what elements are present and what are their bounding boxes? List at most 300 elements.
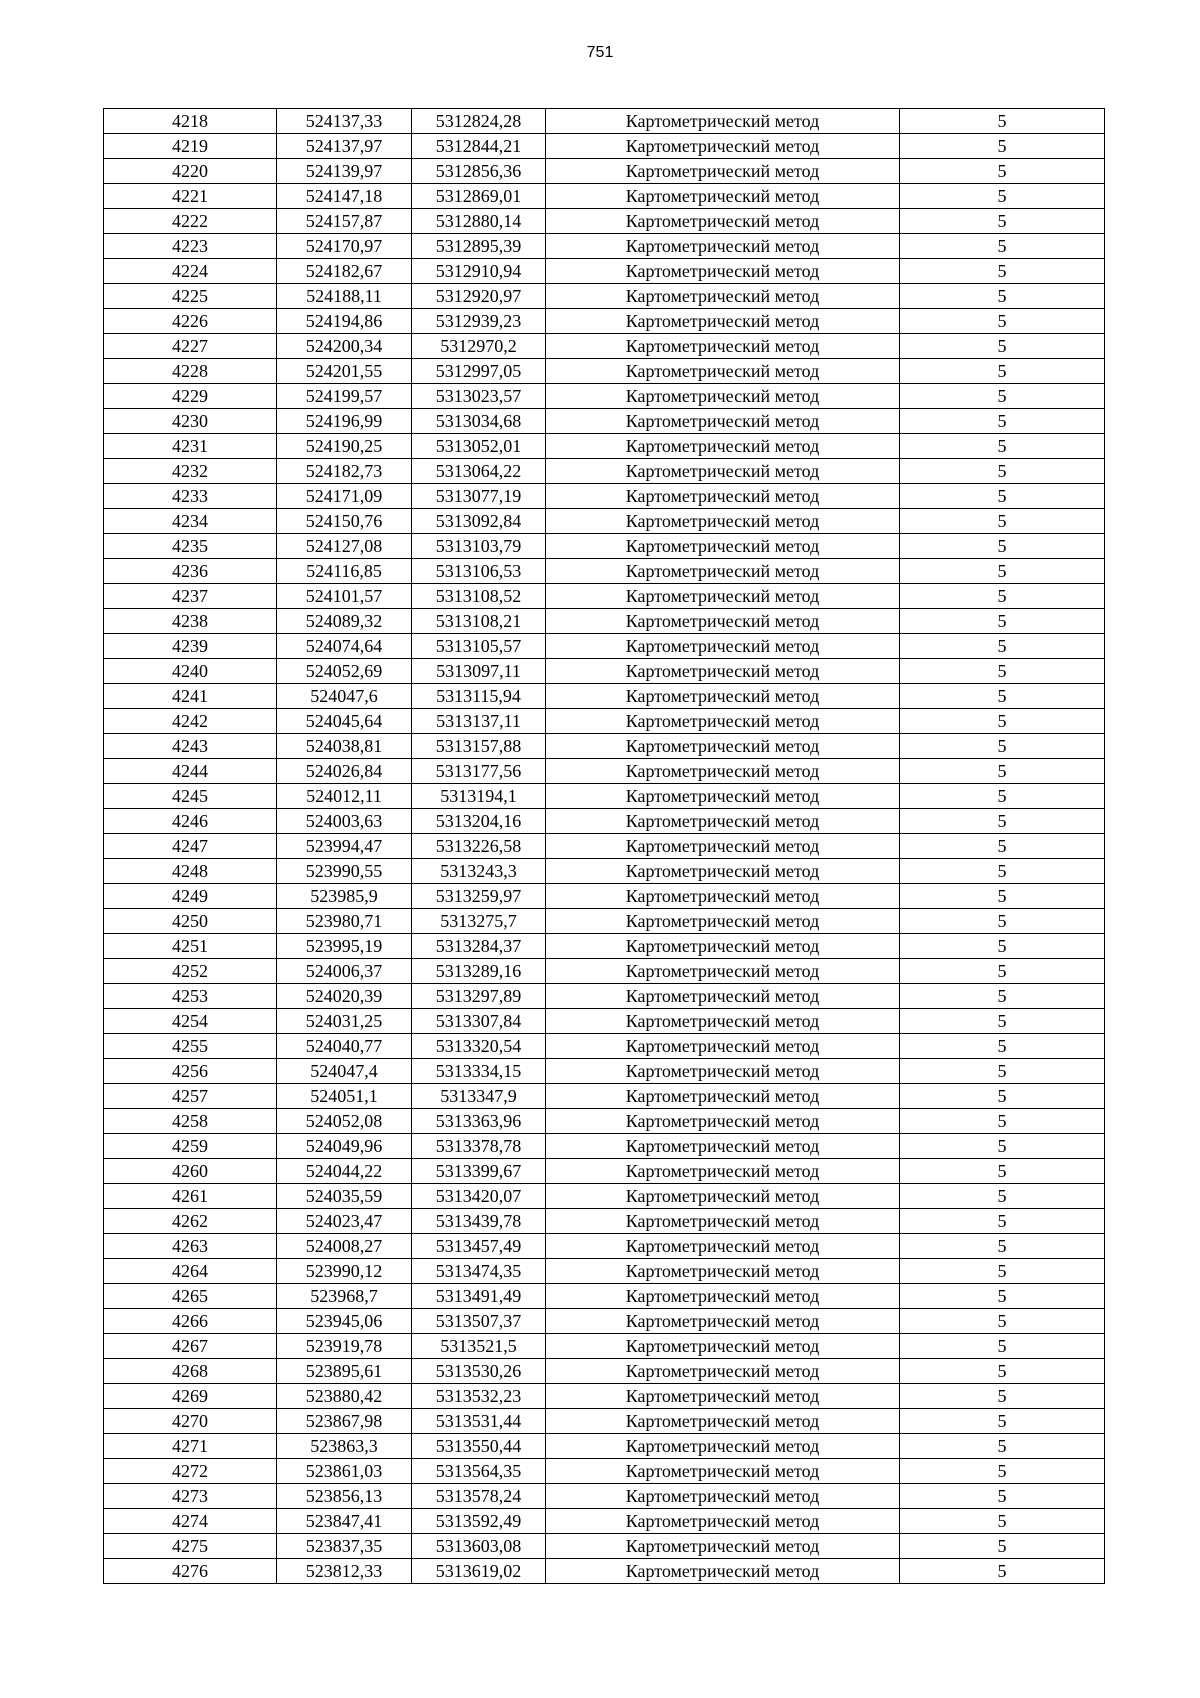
point-number-cell: 4242 [104,709,277,734]
point-number-cell: 4234 [104,509,277,534]
accuracy-cell: 5 [900,1434,1105,1459]
table-row [104,1034,1105,1059]
accuracy-cell: 5 [900,109,1105,134]
point-number-cell: 4255 [104,1034,277,1059]
point-number-cell: 4226 [104,309,277,334]
method-cell: Картометрический метод [546,309,900,334]
accuracy-cell: 5 [900,309,1105,334]
y-coordinate-cell: 5313578,24 [412,1484,546,1509]
y-coordinate-cell: 5313347,9 [412,1084,546,1109]
y-coordinate-cell: 5313297,89 [412,984,546,1009]
x-coordinate-cell: 524194,86 [277,309,412,334]
table-row [104,709,1105,734]
y-coordinate-cell: 5312920,97 [412,284,546,309]
point-number-cell: 4220 [104,159,277,184]
y-coordinate-cell: 5313034,68 [412,409,546,434]
method-cell: Картометрический метод [546,284,900,309]
point-number-cell: 4248 [104,859,277,884]
accuracy-cell: 5 [900,959,1105,984]
method-cell: Картометрический метод [546,884,900,909]
x-coordinate-cell: 524052,69 [277,659,412,684]
x-coordinate-cell: 523856,13 [277,1484,412,1509]
x-coordinate-cell: 524182,73 [277,459,412,484]
table-row [104,809,1105,834]
table-row [104,884,1105,909]
point-number-cell: 4265 [104,1284,277,1309]
table-row [104,1159,1105,1184]
table-row [104,134,1105,159]
method-cell: Картометрический метод [546,409,900,434]
accuracy-cell: 5 [900,509,1105,534]
x-coordinate-cell: 524052,08 [277,1109,412,1134]
table-row [104,1134,1105,1159]
table-row [104,759,1105,784]
table-row [104,1084,1105,1109]
y-coordinate-cell: 5313532,23 [412,1384,546,1409]
x-coordinate-cell: 524116,85 [277,559,412,584]
point-number-cell: 4269 [104,1384,277,1409]
x-coordinate-cell: 523968,7 [277,1284,412,1309]
method-cell: Картометрический метод [546,1009,900,1034]
method-cell: Картометрический метод [546,909,900,934]
y-coordinate-cell: 5313474,35 [412,1259,546,1284]
x-coordinate-cell: 524171,09 [277,484,412,509]
method-cell: Картометрический метод [546,334,900,359]
table-row [104,309,1105,334]
y-coordinate-cell: 5312910,94 [412,259,546,284]
y-coordinate-cell: 5313491,49 [412,1284,546,1309]
x-coordinate-cell: 524044,22 [277,1159,412,1184]
accuracy-cell: 5 [900,359,1105,384]
method-cell: Картометрический метод [546,1509,900,1534]
point-number-cell: 4258 [104,1109,277,1134]
x-coordinate-cell: 524201,55 [277,359,412,384]
x-coordinate-cell: 524137,33 [277,109,412,134]
point-number-cell: 4250 [104,909,277,934]
accuracy-cell: 5 [900,609,1105,634]
point-number-cell: 4221 [104,184,277,209]
y-coordinate-cell: 5313399,67 [412,1159,546,1184]
x-coordinate-cell: 523980,71 [277,909,412,934]
point-number-cell: 4229 [104,384,277,409]
method-cell: Картометрический метод [546,134,900,159]
y-coordinate-cell: 5313457,49 [412,1234,546,1259]
x-coordinate-cell: 523990,55 [277,859,412,884]
point-number-cell: 4257 [104,1084,277,1109]
table-row [104,984,1105,1009]
table-row [104,184,1105,209]
accuracy-cell: 5 [900,909,1105,934]
method-cell: Картометрический метод [546,784,900,809]
point-number-cell: 4274 [104,1509,277,1534]
method-cell: Картометрический метод [546,359,900,384]
x-coordinate-cell: 524147,18 [277,184,412,209]
method-cell: Картометрический метод [546,209,900,234]
y-coordinate-cell: 5313023,57 [412,384,546,409]
x-coordinate-cell: 523867,98 [277,1409,412,1434]
point-number-cell: 4249 [104,884,277,909]
x-coordinate-cell: 523861,03 [277,1459,412,1484]
point-number-cell: 4276 [104,1559,277,1584]
accuracy-cell: 5 [900,434,1105,459]
accuracy-cell: 5 [900,984,1105,1009]
point-number-cell: 4240 [104,659,277,684]
y-coordinate-cell: 5313226,58 [412,834,546,859]
y-coordinate-cell: 5313275,7 [412,909,546,934]
accuracy-cell: 5 [900,1034,1105,1059]
table-row [104,159,1105,184]
method-cell: Картометрический метод [546,684,900,709]
x-coordinate-cell: 524008,27 [277,1234,412,1259]
accuracy-cell: 5 [900,1409,1105,1434]
point-number-cell: 4233 [104,484,277,509]
y-coordinate-cell: 5313092,84 [412,509,546,534]
point-number-cell: 4275 [104,1534,277,1559]
accuracy-cell: 5 [900,284,1105,309]
method-cell: Картометрический метод [546,659,900,684]
x-coordinate-cell: 524089,32 [277,609,412,634]
table-row [104,1309,1105,1334]
accuracy-cell: 5 [900,584,1105,609]
table-row [104,1434,1105,1459]
method-cell: Картометрический метод [546,934,900,959]
x-coordinate-cell: 523847,41 [277,1509,412,1534]
y-coordinate-cell: 5313157,88 [412,734,546,759]
table-row [104,1384,1105,1409]
point-number-cell: 4252 [104,959,277,984]
y-coordinate-cell: 5313106,53 [412,559,546,584]
y-coordinate-cell: 5313363,96 [412,1109,546,1134]
point-number-cell: 4227 [104,334,277,359]
table-row [104,1534,1105,1559]
method-cell: Картометрический метод [546,434,900,459]
y-coordinate-cell: 5313531,44 [412,1409,546,1434]
y-coordinate-cell: 5313259,97 [412,884,546,909]
y-coordinate-cell: 5312856,36 [412,159,546,184]
accuracy-cell: 5 [900,634,1105,659]
x-coordinate-cell: 524006,37 [277,959,412,984]
y-coordinate-cell: 5313420,07 [412,1184,546,1209]
table-row [104,1334,1105,1359]
table-row [104,1559,1105,1584]
y-coordinate-cell: 5313097,11 [412,659,546,684]
point-number-cell: 4256 [104,1059,277,1084]
accuracy-cell: 5 [900,859,1105,884]
x-coordinate-cell: 523945,06 [277,1309,412,1334]
table-row [104,1009,1105,1034]
table-row [104,684,1105,709]
accuracy-cell: 5 [900,134,1105,159]
point-number-cell: 4259 [104,1134,277,1159]
point-number-cell: 4261 [104,1184,277,1209]
accuracy-cell: 5 [900,809,1105,834]
x-coordinate-cell: 524150,76 [277,509,412,534]
x-coordinate-cell: 524026,84 [277,759,412,784]
method-cell: Картометрический метод [546,759,900,784]
method-cell: Картометрический метод [546,109,900,134]
y-coordinate-cell: 5312869,01 [412,184,546,209]
method-cell: Картометрический метод [546,1559,900,1584]
method-cell: Картометрический метод [546,1309,900,1334]
point-number-cell: 4267 [104,1334,277,1359]
accuracy-cell: 5 [900,184,1105,209]
y-coordinate-cell: 5313530,26 [412,1359,546,1384]
y-coordinate-cell: 5313177,56 [412,759,546,784]
x-coordinate-cell: 524190,25 [277,434,412,459]
y-coordinate-cell: 5313378,78 [412,1134,546,1159]
method-cell: Картометрический метод [546,1134,900,1159]
accuracy-cell: 5 [900,559,1105,584]
coordinates-table [103,108,1105,1584]
accuracy-cell: 5 [900,1284,1105,1309]
method-cell: Картометрический метод [546,559,900,584]
x-coordinate-cell: 524020,39 [277,984,412,1009]
method-cell: Картометрический метод [546,459,900,484]
table-row [104,1484,1105,1509]
point-number-cell: 4246 [104,809,277,834]
method-cell: Картометрический метод [546,959,900,984]
point-number-cell: 4247 [104,834,277,859]
accuracy-cell: 5 [900,1134,1105,1159]
table-row [104,1109,1105,1134]
accuracy-cell: 5 [900,259,1105,284]
method-cell: Картометрический метод [546,1359,900,1384]
y-coordinate-cell: 5313077,19 [412,484,546,509]
point-number-cell: 4218 [104,109,277,134]
y-coordinate-cell: 5313194,1 [412,784,546,809]
point-number-cell: 4241 [104,684,277,709]
y-coordinate-cell: 5313507,37 [412,1309,546,1334]
x-coordinate-cell: 523985,9 [277,884,412,909]
x-coordinate-cell: 524074,64 [277,634,412,659]
accuracy-cell: 5 [900,1184,1105,1209]
table-row [104,634,1105,659]
point-number-cell: 4239 [104,634,277,659]
point-number-cell: 4236 [104,559,277,584]
method-cell: Картометрический метод [546,984,900,1009]
method-cell: Картометрический метод [546,634,900,659]
accuracy-cell: 5 [900,1484,1105,1509]
x-coordinate-cell: 524139,97 [277,159,412,184]
x-coordinate-cell: 524127,08 [277,534,412,559]
table-row [104,284,1105,309]
method-cell: Картометрический метод [546,1284,900,1309]
method-cell: Картометрический метод [546,234,900,259]
table-row [104,784,1105,809]
method-cell: Картометрический метод [546,1184,900,1209]
y-coordinate-cell: 5313521,5 [412,1334,546,1359]
point-number-cell: 4225 [104,284,277,309]
table-row [104,734,1105,759]
table-row [104,909,1105,934]
y-coordinate-cell: 5313592,49 [412,1509,546,1534]
y-coordinate-cell: 5313550,44 [412,1434,546,1459]
table-row [104,209,1105,234]
y-coordinate-cell: 5313243,3 [412,859,546,884]
y-coordinate-cell: 5313105,57 [412,634,546,659]
point-number-cell: 4237 [104,584,277,609]
table-row [104,859,1105,884]
point-number-cell: 4271 [104,1434,277,1459]
point-number-cell: 4251 [104,934,277,959]
y-coordinate-cell: 5313284,37 [412,934,546,959]
accuracy-cell: 5 [900,934,1105,959]
x-coordinate-cell: 524188,11 [277,284,412,309]
accuracy-cell: 5 [900,1384,1105,1409]
accuracy-cell: 5 [900,659,1105,684]
table-row [104,459,1105,484]
accuracy-cell: 5 [900,784,1105,809]
y-coordinate-cell: 5313619,02 [412,1559,546,1584]
point-number-cell: 4253 [104,984,277,1009]
method-cell: Картометрический метод [546,1334,900,1359]
table-row [104,959,1105,984]
table-row [104,1234,1105,1259]
y-coordinate-cell: 5312895,39 [412,234,546,259]
accuracy-cell: 5 [900,234,1105,259]
method-cell: Картометрический метод [546,1534,900,1559]
point-number-cell: 4270 [104,1409,277,1434]
method-cell: Картометрический метод [546,1459,900,1484]
table-row [104,659,1105,684]
accuracy-cell: 5 [900,1534,1105,1559]
point-number-cell: 4222 [104,209,277,234]
x-coordinate-cell: 523994,47 [277,834,412,859]
table-row [104,1359,1105,1384]
table-row [104,584,1105,609]
x-coordinate-cell: 524003,63 [277,809,412,834]
method-cell: Картометрический метод [546,1234,900,1259]
table-row [104,359,1105,384]
accuracy-cell: 5 [900,1509,1105,1534]
accuracy-cell: 5 [900,1159,1105,1184]
point-number-cell: 4245 [104,784,277,809]
method-cell: Картометрический метод [546,1084,900,1109]
x-coordinate-cell: 524047,4 [277,1059,412,1084]
method-cell: Картометрический метод [546,159,900,184]
y-coordinate-cell: 5312824,28 [412,109,546,134]
y-coordinate-cell: 5313307,84 [412,1009,546,1034]
accuracy-cell: 5 [900,1059,1105,1084]
method-cell: Картометрический метод [546,184,900,209]
method-cell: Картометрический метод [546,1059,900,1084]
y-coordinate-cell: 5313115,94 [412,684,546,709]
x-coordinate-cell: 524182,67 [277,259,412,284]
accuracy-cell: 5 [900,1334,1105,1359]
x-coordinate-cell: 523895,61 [277,1359,412,1384]
point-number-cell: 4273 [104,1484,277,1509]
table-row [104,434,1105,459]
y-coordinate-cell: 5312997,05 [412,359,546,384]
point-number-cell: 4272 [104,1459,277,1484]
y-coordinate-cell: 5312844,21 [412,134,546,159]
point-number-cell: 4260 [104,1159,277,1184]
y-coordinate-cell: 5313320,54 [412,1034,546,1059]
table-row [104,1059,1105,1084]
method-cell: Картометрический метод [546,1109,900,1134]
y-coordinate-cell: 5313439,78 [412,1209,546,1234]
method-cell: Картометрический метод [546,1434,900,1459]
x-coordinate-cell: 523880,42 [277,1384,412,1409]
accuracy-cell: 5 [900,684,1105,709]
x-coordinate-cell: 523919,78 [277,1334,412,1359]
accuracy-cell: 5 [900,1559,1105,1584]
y-coordinate-cell: 5312939,23 [412,309,546,334]
x-coordinate-cell: 524051,1 [277,1084,412,1109]
accuracy-cell: 5 [900,409,1105,434]
method-cell: Картометрический метод [546,534,900,559]
accuracy-cell: 5 [900,709,1105,734]
table-row [104,1209,1105,1234]
x-coordinate-cell: 524045,64 [277,709,412,734]
accuracy-cell: 5 [900,159,1105,184]
y-coordinate-cell: 5312970,2 [412,334,546,359]
y-coordinate-cell: 5313564,35 [412,1459,546,1484]
point-number-cell: 4231 [104,434,277,459]
x-coordinate-cell: 524101,57 [277,584,412,609]
accuracy-cell: 5 [900,1109,1105,1134]
point-number-cell: 4228 [104,359,277,384]
point-number-cell: 4235 [104,534,277,559]
x-coordinate-cell: 524031,25 [277,1009,412,1034]
point-number-cell: 4254 [104,1009,277,1034]
y-coordinate-cell: 5313064,22 [412,459,546,484]
x-coordinate-cell: 523863,3 [277,1434,412,1459]
y-coordinate-cell: 5313108,52 [412,584,546,609]
method-cell: Картометрический метод [546,1409,900,1434]
accuracy-cell: 5 [900,734,1105,759]
method-cell: Картометрический метод [546,259,900,284]
y-coordinate-cell: 5313204,16 [412,809,546,834]
table-row [104,259,1105,284]
y-coordinate-cell: 5312880,14 [412,209,546,234]
x-coordinate-cell: 524170,97 [277,234,412,259]
method-cell: Картометрический метод [546,1259,900,1284]
point-number-cell: 4266 [104,1309,277,1334]
table-row [104,1284,1105,1309]
table-row [104,234,1105,259]
accuracy-cell: 5 [900,1209,1105,1234]
point-number-cell: 4230 [104,409,277,434]
method-cell: Картометрический метод [546,609,900,634]
y-coordinate-cell: 5313334,15 [412,1059,546,1084]
method-cell: Картометрический метод [546,584,900,609]
table-row [104,509,1105,534]
y-coordinate-cell: 5313108,21 [412,609,546,634]
point-number-cell: 4262 [104,1209,277,1234]
method-cell: Картометрический метод [546,1484,900,1509]
table-row [104,834,1105,859]
table-row [104,934,1105,959]
x-coordinate-cell: 524137,97 [277,134,412,159]
coordinates-table-body [104,109,1105,1584]
point-number-cell: 4219 [104,134,277,159]
table-row [104,609,1105,634]
x-coordinate-cell: 523837,35 [277,1534,412,1559]
accuracy-cell: 5 [900,484,1105,509]
y-coordinate-cell: 5313052,01 [412,434,546,459]
accuracy-cell: 5 [900,1459,1105,1484]
method-cell: Картометрический метод [546,1209,900,1234]
table-row [104,534,1105,559]
point-number-cell: 4244 [104,759,277,784]
point-number-cell: 4224 [104,259,277,284]
accuracy-cell: 5 [900,209,1105,234]
y-coordinate-cell: 5313603,08 [412,1534,546,1559]
y-coordinate-cell: 5313289,16 [412,959,546,984]
x-coordinate-cell: 524200,34 [277,334,412,359]
table-row [104,1259,1105,1284]
